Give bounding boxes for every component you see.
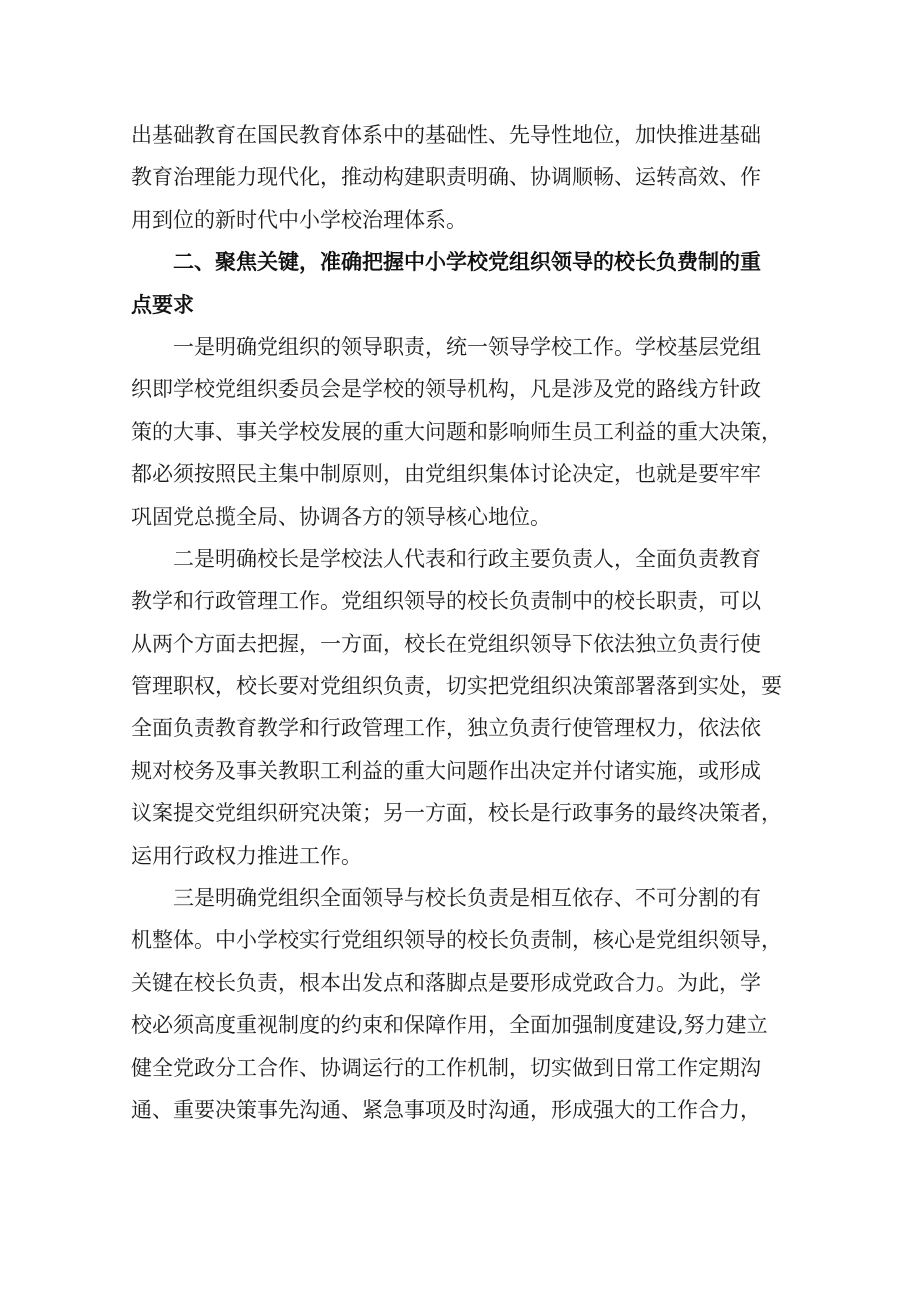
paragraph-first-line: 三是明确党组织全面领导与校长负责是相互依存、不可分割的有 (173, 886, 761, 911)
text-line: 织即学校党组织委员会是学校的领导机构，凡是涉及党的路线方针政 (131, 377, 761, 402)
text-line: 规对校务及事关教职工利益的重大问题作出决定并付诸实施，或形成 (131, 758, 761, 783)
text-line: 健全党政分工合作、协调运行的工作机制，切实做到日常工作定期沟 (131, 1055, 761, 1080)
text-line: 从两个方面去把握，一方面，校长在党组织领导下依法独立负责行使 (131, 631, 761, 656)
text-line: 策的大事、事关学校发展的重大问题和影响师生员工利益的重大决策， (131, 419, 782, 444)
section-heading-continuation: 点要求 (131, 291, 194, 317)
text-line: 关键在校长负责，根本出发点和落脚点是要形成党政合力。为此，学 (131, 970, 761, 995)
text-line: 议案提交党组织研究决策；另一方面，校长是行政事务的最终决策者， (131, 801, 782, 826)
text-line: 运用行政权力推进工作。 (131, 843, 362, 868)
text-line: 机整体。中小学校实行党组织领导的校长负责制，核心是党组织领导， (131, 928, 782, 953)
text-line: 教育治理能力现代化，推动构建职责明确、协调顺畅、运转高效、作 (131, 165, 761, 190)
text-line: 出基础教育在国民教育体系中的基础性、先导性地位，加快推进基础 (131, 123, 761, 147)
text-line: 通、重要决策事先沟通、紧急事项及时沟通，形成强大的工作合力， (131, 1097, 761, 1122)
text-line: 巩固党总揽全局、协调各方的领导核心地位。 (131, 504, 551, 529)
text-line: 校必须高度重视制度的约束和保障作用，全面加强制度建设,努力建立 (131, 1013, 768, 1038)
paragraph-first-line: 一是明确党组织的领导职责，统一领导学校工作。学校基层党组 (173, 334, 761, 359)
paragraph-first-line: 二是明确校长是学校法人代表和行政主要负责人，全面负责教育 (173, 546, 761, 571)
section-heading: 二、聚焦关键，准确把握中小学校党组织领导的校长负费制的重 (173, 249, 761, 275)
text-line: 用到位的新时代中小学校治理体系。 (131, 207, 467, 232)
text-line: 管理职权，校长要对党组织负责，切实把党组织决策部署落到实处，要 (131, 674, 782, 699)
body-text (131, 114, 793, 1131)
text-line: 教学和行政管理工作。党组织领导的校长负责制中的校长职责，可以 (131, 589, 761, 614)
text-line: 全面负责教育教学和行政管理工作，独立负责行使管理权力，依法依 (131, 716, 761, 741)
text-line: 都必须按照民主集中制原则，由党组织集体讨论决定，也就是要牢牢 (131, 462, 761, 487)
